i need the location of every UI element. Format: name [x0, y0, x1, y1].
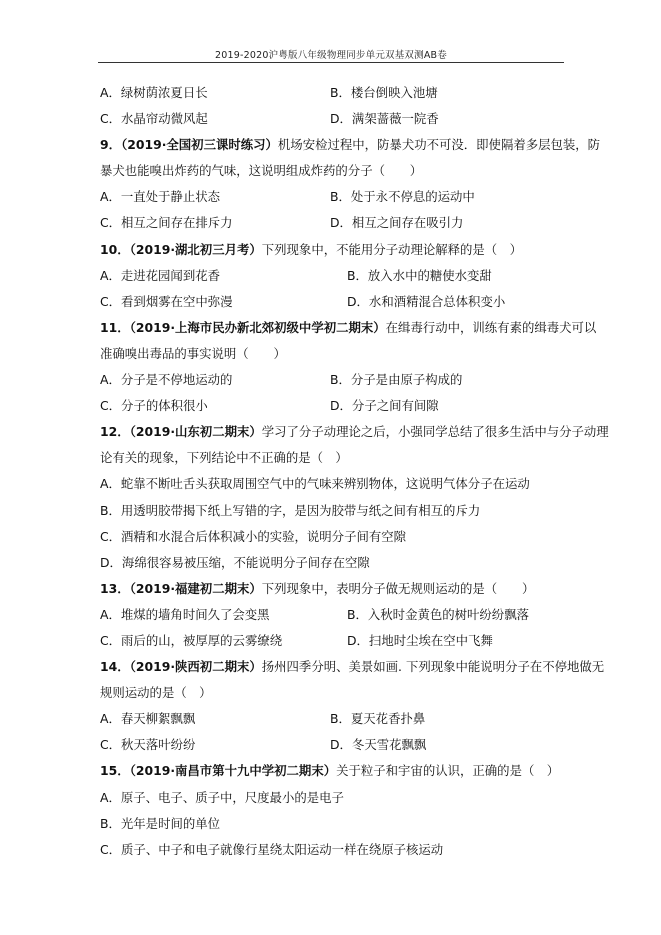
q15-option-b: B．光年是时间的单位 [100, 815, 221, 831]
q10-option-a: A．走进花园闻到花香 [100, 267, 220, 283]
q12-option-c: C．酒精和水混合后体积减小的实验，说明分子间有空隙 [100, 528, 407, 544]
q11-option-b: B．分子是由原子构成的 [330, 372, 463, 388]
q12-option-a: A．蛇靠不断吐舌头获取周围空气中的气味来辨别物体，这说明气体分子在运动 [100, 476, 530, 492]
q9-source: （2019·全国初三课时练习） [121, 137, 278, 153]
q15-number: 15． [100, 763, 130, 779]
q12-text: 学习了分子动理论之后，小强同学总结了很多生活中与分子动理 [261, 424, 609, 440]
q15-source: （2019·南昌市第十九中学初二期末） [129, 763, 337, 779]
q11-source: （2019·上海市民办新北郊初级中学初二期末） [129, 319, 386, 335]
q9-number: 9． [100, 137, 122, 153]
question-content [100, 80, 609, 863]
q8-option-a: A．绿树荫浓夏日长 [100, 85, 208, 100]
q12-stem-line2: 论有关的现象，下列结论中不正确的是（ ） [100, 450, 348, 466]
q11-options-row2 [100, 393, 564, 419]
q10-stem-line1 [100, 237, 564, 263]
q13-options-row2 [100, 628, 564, 654]
q9-option-d: D．相互之间存在吸引力 [330, 215, 464, 231]
q13-options-row1 [100, 602, 564, 628]
q14-stem-line2: 规则运动的是（ ） [100, 685, 212, 701]
header-rule [98, 62, 564, 63]
q13-stem-line1 [100, 576, 564, 602]
q8-options-row1 [100, 80, 564, 106]
q10-source: （2019·湖北初三月考） [129, 241, 262, 257]
q10-option-b: B．放入水中的糖使水变甜 [347, 267, 492, 283]
q9-option-b: B．处于永不停息的运动中 [330, 189, 475, 205]
q11-option-c: C．分子的体积很小 [100, 398, 208, 414]
q11-stem-line1 [100, 315, 597, 341]
q14-number: 14． [100, 659, 130, 675]
q14-option-d: D．冬天雪花飘飘 [330, 737, 427, 753]
q10-options-row2 [100, 289, 564, 315]
q8-option-b: B．楼台倒映入池塘 [330, 85, 438, 100]
q13-source: （2019·福建初二期末） [129, 580, 262, 596]
q14-stem-line1 [100, 654, 605, 680]
q13-option-c: C．雨后的山，被厚厚的云雾缭绕 [100, 632, 283, 648]
q12-option-b: B．用透明胶带揭下纸上写错的字，是因为胶带与纸之间有相互的斥力 [100, 502, 481, 518]
q10-option-c: C．看到烟雾在空中弥漫 [100, 293, 233, 309]
q8-options-row2 [100, 106, 564, 132]
q14-options-row2 [100, 732, 564, 758]
q8-option-d: D．满架蔷薇一院香 [330, 111, 439, 127]
q13-option-a: A．堆煤的墙角时间久了会变黑 [100, 606, 270, 622]
q13-number: 13． [100, 580, 130, 596]
q14-options-row1 [100, 706, 564, 732]
q15-option-a: A．原子、电子、质子中，尺度最小的是电子 [100, 789, 344, 805]
q9-stem-line1 [100, 132, 601, 158]
q11-option-a: A．分子是不停地运动的 [100, 372, 233, 388]
q10-number: 10． [100, 241, 130, 257]
q14-option-a: A．春天柳絮飘飘 [100, 711, 196, 727]
q15-option-c: C．质子、中子和电子就像行星绕太阳运动一样在绕原子核运动 [100, 841, 444, 857]
q13-option-b: B．入秋时金黄色的树叶纷纷飘落 [347, 606, 529, 622]
q14-source: （2019·陕西初二期末） [129, 659, 262, 675]
q9-option-a: A．一直处于静止状态 [100, 189, 220, 205]
q9-option-c: C．相互之间存在排斥力 [100, 215, 233, 231]
q9-stem-line2: 暴犬也能嗅出炸药的气味，这说明组成炸药的分子（ ） [100, 163, 423, 179]
q12-stem-line1 [100, 419, 609, 445]
q15-text: 关于粒子和宇宙的认识，正确的是（ ） [336, 763, 560, 779]
q11-options-row1 [100, 367, 564, 393]
q11-text: 在缉毒行动中，训练有素的缉毒犬可以 [385, 319, 597, 335]
q9-options-row2 [100, 210, 564, 236]
q13-option-d: D．扫地时尘埃在空中飞舞 [347, 632, 493, 648]
q10-option-d: D．水和酒精混合总体积变小 [347, 293, 506, 309]
q11-number: 11． [100, 319, 130, 335]
q10-options-row1 [100, 263, 564, 289]
q11-option-d: D．分子之间有间隙 [330, 398, 439, 414]
q14-text: 扬州四季分明、美景如画. 下列现象中能说明分子在不停地做无 [261, 659, 605, 675]
page-header: 2019-2020沪粤版八年级物理同步单元双基双测AB卷 [215, 50, 447, 61]
q11-stem-line2: 准确嗅出毒品的事实说明（ ） [100, 345, 286, 361]
q14-option-b: B．夏天花香扑鼻 [330, 711, 426, 727]
q12-source: （2019·山东初二期末） [129, 424, 262, 440]
q9-options-row1 [100, 184, 564, 210]
q8-option-c: C．水晶帘动微风起 [100, 111, 208, 127]
q12-option-d: D．海绵很容易被压缩，不能说明分子间存在空隙 [100, 554, 370, 570]
q13-text: 下列现象中，表明分子做无规则运动的是（ ） [261, 580, 535, 596]
q12-number: 12． [100, 424, 130, 440]
q9-text: 机场安检过程中，防暴犬功不可没．即使隔着多层包装，防 [277, 137, 601, 153]
q10-text: 下列现象中，不能用分子动理论解释的是（ ） [261, 241, 522, 257]
q15-stem-line1 [100, 758, 564, 784]
q14-option-c: C．秋天落叶纷纷 [100, 737, 196, 753]
